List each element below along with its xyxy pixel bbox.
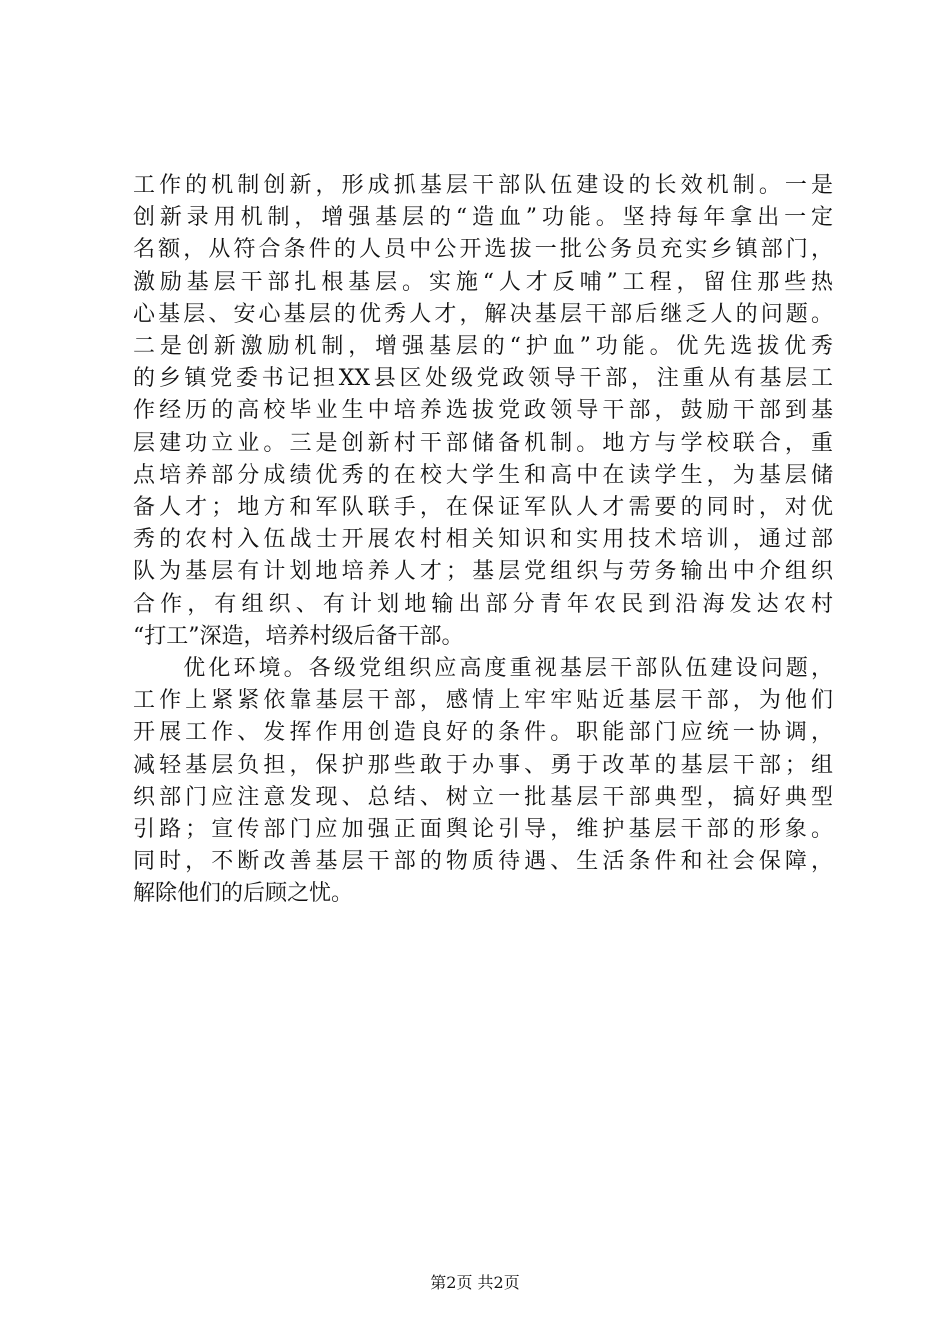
text-line: 工作的机制创新，形成抓基层干部队伍建设的长效机制。一是 — [133, 173, 833, 198]
text-line: 合作，有组织、有计划地输出部分青年农民到沿海发达农村 — [133, 591, 833, 617]
paragraph-1 — [133, 170, 833, 653]
text-line: “打工”深造，培养村级后备干部。 — [133, 623, 464, 649]
text-line: 解除他们的后顾之忧。 — [133, 881, 354, 907]
text-line: 同时，不断改善基层干部的物质待遇、生活条件和社会保障， — [133, 849, 833, 875]
text-line: 队为基层有计划地培养人才；基层党组织与劳务输出中介组织 — [133, 559, 833, 585]
text-line: 的乡镇党委书记担XX县区处级党政领导干部，注重从有基层工 — [133, 366, 833, 392]
text-line: 开展工作、发挥作用创造良好的条件。职能部门应统一协调， — [133, 720, 833, 746]
text-line: 工作上紧紧依靠基层干部，感情上牢牢贴近基层干部，为他们 — [133, 688, 833, 714]
text-line: 名额，从符合条件的人员中公开选拔一批公务员充实乡镇部门， — [133, 237, 833, 263]
text-line: 创新录用机制，增强基层的“造血”功能。坚持每年拿出一定 — [133, 205, 833, 231]
page-footer — [0, 1273, 950, 1293]
page-number: 第2页 共2页 — [430, 1273, 520, 1292]
text-line: 备人才；地方和军队联手，在保证军队人才需要的同时，对优 — [133, 495, 833, 521]
text-line: 织部门应注意发现、总结、树立一批基层干部典型，搞好典型 — [133, 784, 833, 810]
document-body — [133, 170, 833, 911]
text-line: 心基层、安心基层的优秀人才，解决基层干部后继乏人的问题。 — [133, 301, 833, 327]
text-line: 激励基层干部扎根基层。实施“人才反哺”工程，留住那些热 — [133, 269, 833, 295]
text-line: 秀的农村入伍战士开展农村相关知识和实用技术培训，通过部 — [133, 527, 833, 553]
text-line: 优化环境。各级党组织应高度重视基层干部队伍建设问题， — [133, 656, 833, 682]
text-line: 二是创新激励机制，增强基层的“护血”功能。优先选拔优秀 — [133, 334, 833, 360]
paragraph-2 — [133, 653, 833, 911]
text-line: 减轻基层负担，保护那些敢于办事、勇于改革的基层干部；组 — [133, 752, 833, 778]
text-line: 层建功立业。三是创新村干部储备机制。地方与学校联合，重 — [133, 430, 833, 456]
text-line: 作经历的高校毕业生中培养选拔党政领导干部，鼓励干部到基 — [133, 398, 833, 424]
text-line: 引路；宣传部门应加强正面舆论引导，维护基层干部的形象。 — [133, 817, 833, 843]
text-line: 点培养部分成绩优秀的在校大学生和高中在读学生，为基层储 — [133, 462, 833, 488]
